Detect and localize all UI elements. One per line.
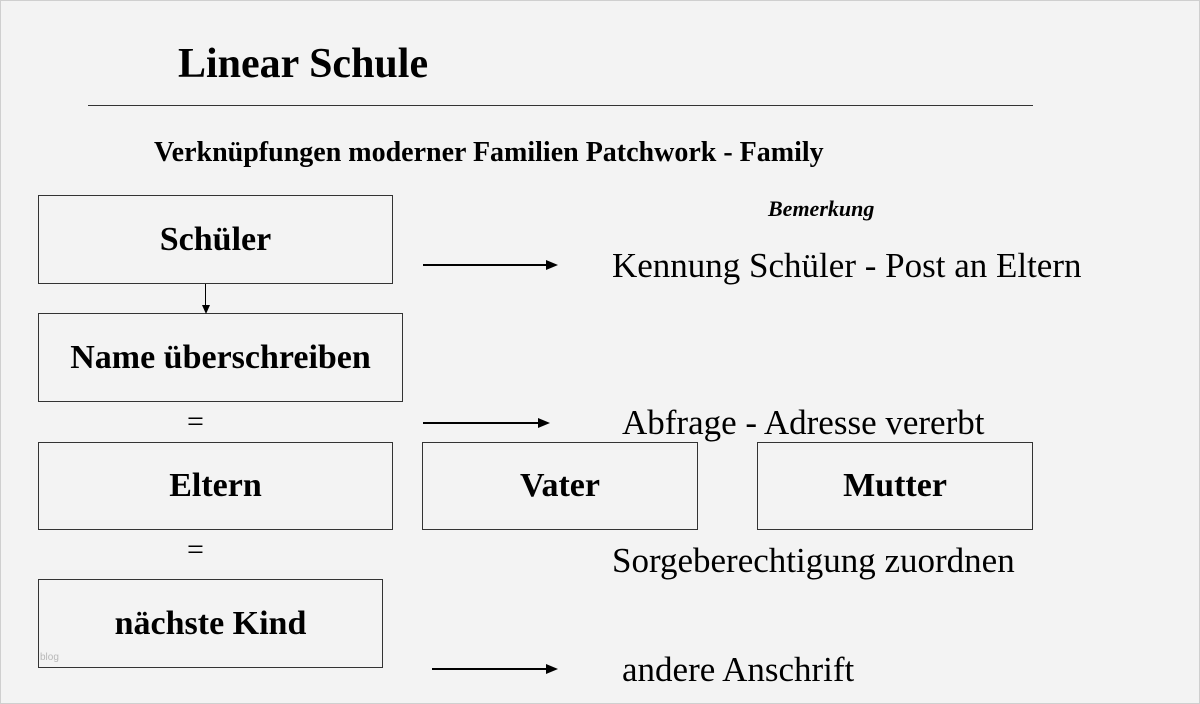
note-sorge: Sorgeberechtigung zuordnen bbox=[612, 541, 1015, 580]
watermark: blog bbox=[40, 652, 59, 663]
box-schueler bbox=[38, 195, 393, 284]
box-naechste-kind bbox=[38, 579, 383, 668]
box-eltern-label: Eltern bbox=[169, 467, 262, 504]
title-divider bbox=[88, 105, 1033, 106]
page-title: Linear Schule bbox=[178, 41, 429, 87]
arrow-1-line bbox=[423, 264, 547, 266]
note-abfrage: Abfrage - Adresse vererbt bbox=[622, 403, 985, 442]
box-kind-label: nächste Kind bbox=[114, 604, 307, 642]
box-name-label: Name überschreiben bbox=[70, 338, 371, 376]
connector-line bbox=[205, 284, 206, 305]
box-vater bbox=[422, 442, 698, 530]
equals-sign-1: = bbox=[187, 405, 204, 438]
box-mutter bbox=[757, 442, 1033, 530]
note-anschrift: andere Anschrift bbox=[622, 650, 855, 689]
box-eltern bbox=[38, 442, 393, 530]
subtitle: Verknüpfungen moderner Familien Patchwork - Family bbox=[154, 137, 824, 168]
arrow-2-line bbox=[423, 422, 539, 424]
arrow-1-head bbox=[546, 260, 558, 270]
box-mutter-label: Mutter bbox=[843, 467, 947, 504]
arrow-3-line bbox=[432, 668, 547, 670]
arrow-3-head bbox=[546, 664, 558, 674]
box-schueler-label: Schüler bbox=[159, 220, 272, 258]
box-name-ueberschreiben bbox=[38, 313, 403, 402]
arrow-2-head bbox=[538, 418, 550, 428]
remark-header: Bemerkung bbox=[768, 196, 875, 221]
box-vater-label: Vater bbox=[520, 467, 600, 504]
connector-arrowhead bbox=[202, 305, 210, 314]
equals-sign-2: = bbox=[187, 533, 204, 566]
note-kennung: Kennung Schüler - Post an Eltern bbox=[612, 246, 1082, 285]
